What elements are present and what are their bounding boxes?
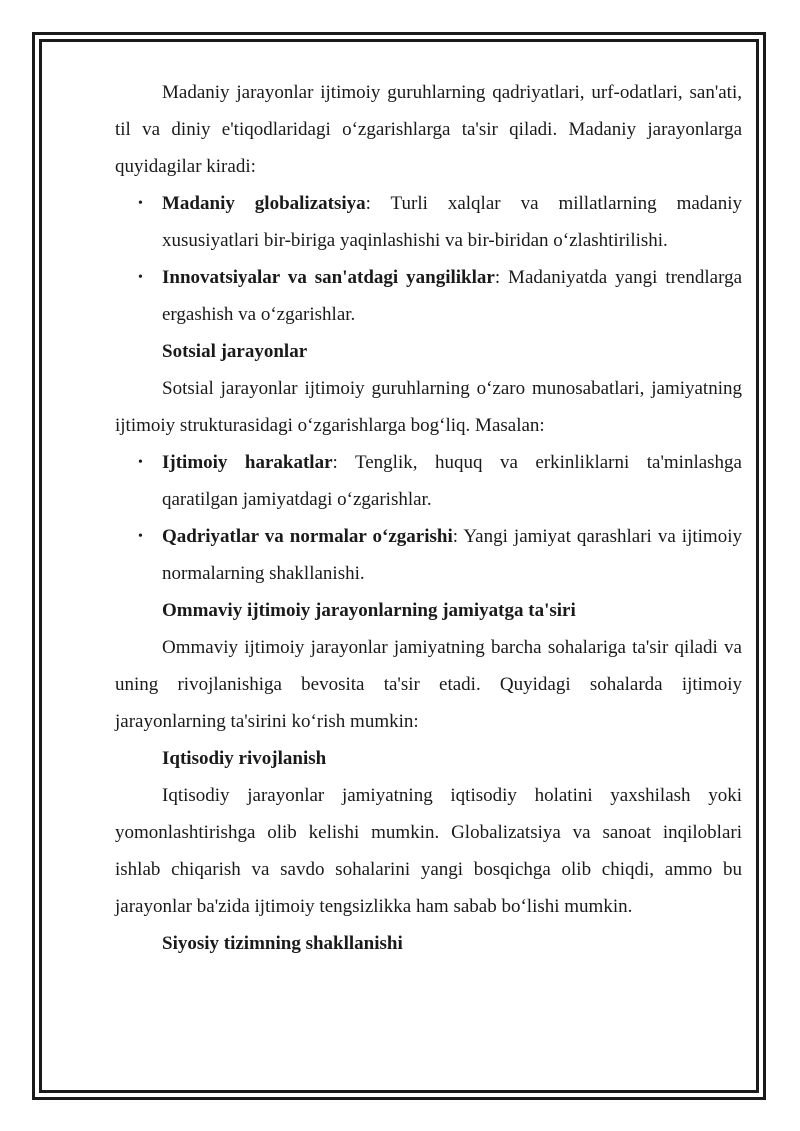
- list-item: [115, 444, 742, 518]
- list-item-term: Madaniy globalizatsiya: [162, 193, 366, 214]
- heading-economic-development: Iqtisodiy rivojlanish: [162, 748, 327, 769]
- list-item: [115, 259, 742, 333]
- bullet-icon: •: [138, 529, 143, 544]
- paragraph-cultural-processes: Madaniy jarayonlar ijtimoiy guruhlarning qadriyatlari, urf-odatlari, san'ati, til va diniy e'tiqodlaridagi o‘zgarishlarga ta'sir qiladi. Madaniy jarayonlarga quyidagilar kiradi:: [115, 82, 742, 177]
- list-item-text: : Turli xalqlar va millatlarning madaniy xususiyatlari bir-biriga yaqinlashishi va bir-biridan o‘zlashtirilishi.: [162, 193, 742, 251]
- bullet-icon: •: [138, 270, 143, 285]
- list-item-term: Qadriyatlar va normalar o‘zgarishi: [162, 526, 453, 547]
- list-item-term: Innovatsiyalar va san'atdagi yangiliklar: [162, 267, 495, 288]
- heading-social-processes: Sotsial jarayonlar: [162, 341, 308, 362]
- heading-political-system: Siyosiy tizimning shakllanishi: [162, 933, 403, 954]
- list-item-text: : Madaniyatda yangi trendlarga ergashish va o‘zgarishlar.: [162, 267, 742, 325]
- paragraph-social-processes: Sotsial jarayonlar ijtimoiy guruhlarning o‘zaro munosabatlari, jamiyatning ijtimoiy strukturasidagi o‘zgarishlarga bog‘liq. Masalan:: [115, 378, 742, 436]
- bullet-icon: •: [138, 196, 143, 211]
- bullet-icon: •: [138, 455, 143, 470]
- cultural-processes-list: [115, 185, 742, 333]
- social-processes-list: [115, 444, 742, 592]
- list-item: [115, 518, 742, 592]
- heading-mass-social-processes: Ommaviy ijtimoiy jarayonlarning jamiyatga ta'siri: [162, 600, 576, 621]
- list-item-text: : Tenglik, huquq va erkinliklarni ta'minlashga qaratilgan jamiyatdagi o‘zgarishlar.: [162, 452, 742, 510]
- paragraph-economic-development: Iqtisodiy jarayonlar jamiyatning iqtisodiy holatini yaxshilash yoki yomonlashtirishga olib kelishi mumkin. Globalizatsiya va sanoat inqiloblari ishlab chiqarish va savdo sohalarini yangi bosqichga olib chiqdi, ammo bu jarayonlar ba'zida ijtimoiy tengsizlikka ham sabab bo‘lishi mumkin.: [115, 785, 742, 917]
- paragraph-mass-social-processes: Ommaviy ijtimoiy jarayonlar jamiyatning barcha sohalariga ta'sir qiladi va uning rivojlanishiga bevosita ta'sir etadi. Quyidagi sohalarda ijtimoiy jarayonlarning ta'sirini ko‘rish mumkin:: [115, 637, 742, 732]
- list-item-term: Ijtimoiy harakatlar: [162, 452, 333, 473]
- list-item-text: : Yangi jamiyat qarashlari va ijtimoiy normalarning shakllanishi.: [162, 526, 742, 584]
- document-body: [115, 74, 742, 962]
- list-item: [115, 185, 742, 259]
